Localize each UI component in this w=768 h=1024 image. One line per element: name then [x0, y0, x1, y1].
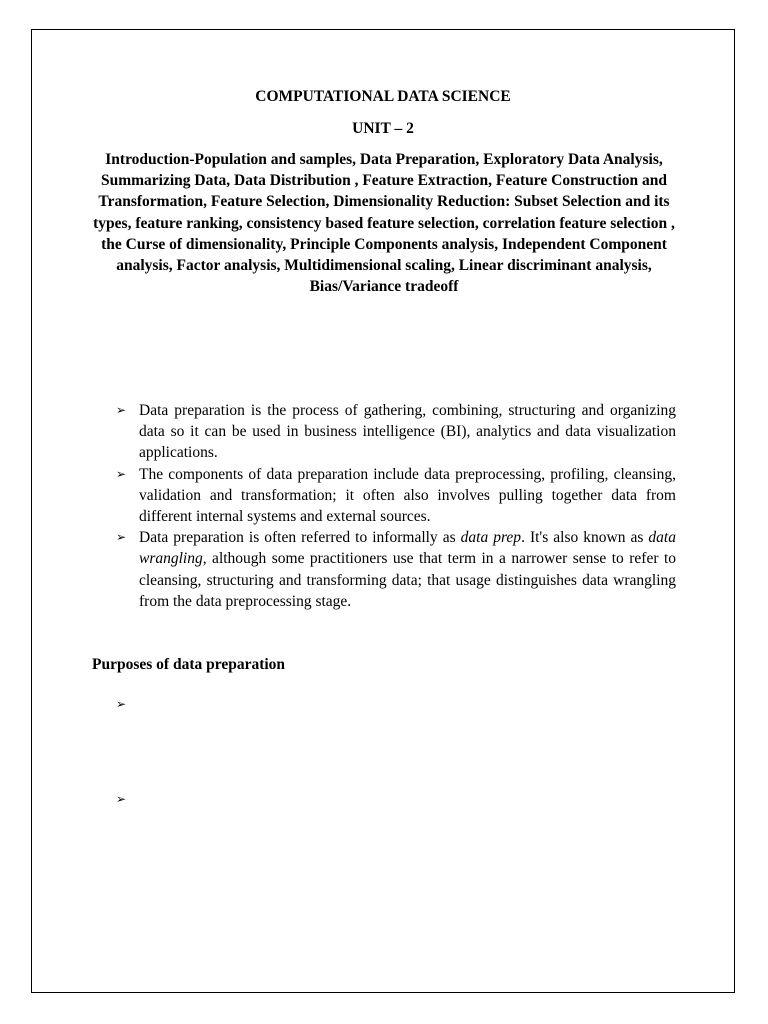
bullet-item — [116, 464, 676, 528]
section-heading-purposes: Purposes of data preparation — [92, 656, 286, 673]
unit-title: UNIT – 2 — [352, 120, 414, 137]
document-title: COMPUTATIONAL DATA SCIENCE — [255, 88, 511, 105]
bullet-text: Data preparation is the process of gathering, combining, structuring and organizing data so it can be used in business intelligence (BI), analytics and data visualization applications. — [139, 402, 676, 462]
unit-syllabus: Introduction-Population and samples, Data Preparation, Exploratory Data Analysis, Summarizing Data, Data Distribution , Feature Extraction, Feature Construction and Transformation, Feature Selection, Dimensionality Reduction: Subset Selection and its types, feature ranking, consistency based feature selection, correlation feature selection , the Curse of dimensionality, Principle Components analysis, Independent Component analysis, Factor analysis, Multidimensional scaling, Linear discriminant analysis, Bias/Variance tradeoff — [93, 151, 675, 296]
arrow-bullet-icon: ➢ — [116, 466, 127, 481]
arrow-bullet-icon: ➢ — [116, 530, 127, 545]
bullet-text-part: . It's also known as — [521, 529, 649, 547]
arrow-bullet-icon: ➢ — [116, 697, 127, 711]
bullet-text-part: Data preparation is often referred to informally as — [139, 529, 461, 547]
term-data-prep: data prep — [460, 529, 522, 547]
arrow-bullet-icon: ➢ — [116, 792, 127, 806]
intro-bullet-list — [116, 400, 676, 612]
term-data-wrangling: data wrangling — [139, 529, 676, 568]
bullet-item — [116, 400, 676, 464]
bullet-text — [139, 529, 676, 610]
bullet-text-part: , although some practitioners use that term in a narrower sense to refer to cleansing, structuring and transforming data; that usage distinguishes data wrangling from the data preprocessing stage. — [139, 550, 676, 610]
bullet-text: The components of data preparation include data preprocessing, profiling, cleansing, validation and transformation; it often also involves pulling together data from different internal systems and external sources. — [139, 465, 676, 526]
arrow-bullet-icon: ➢ — [116, 403, 127, 417]
bullet-item — [116, 527, 676, 612]
